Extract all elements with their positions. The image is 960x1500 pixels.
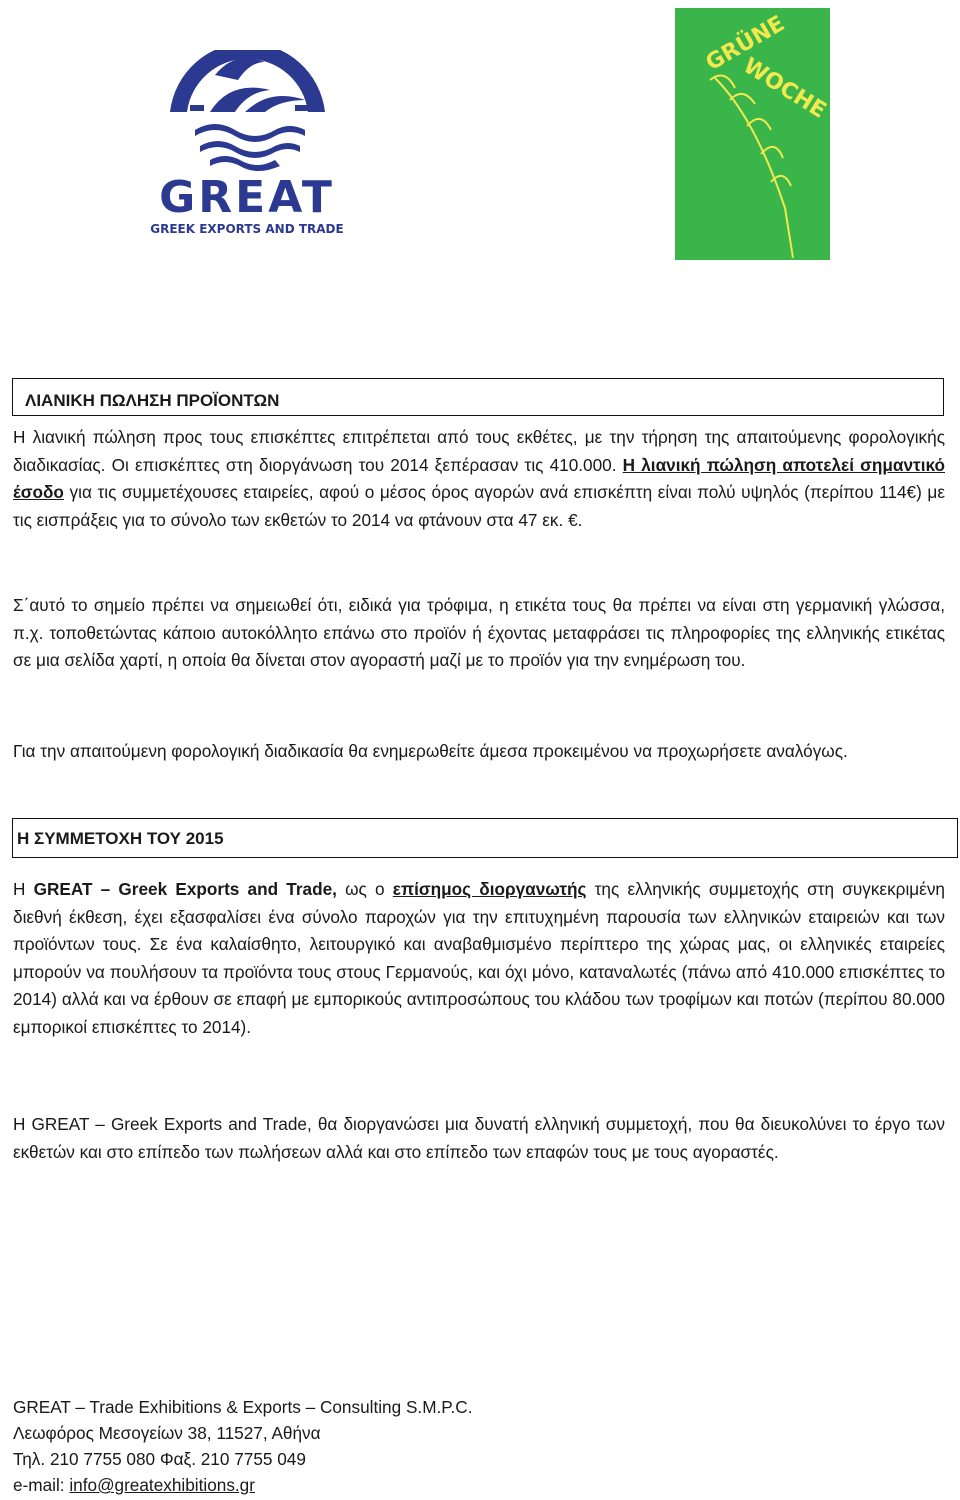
great-wordmark: GREAT [159, 172, 335, 223]
p4-company-name: GREAT – Greek Exports and Trade, [33, 879, 337, 899]
gruene-woche-logo [675, 8, 830, 260]
section-heading-participation [12, 818, 958, 858]
p4-official-organizer: επίσημος διοργανωτής [392, 879, 587, 899]
footer [13, 1394, 473, 1498]
p1-text-b: για τις συμμετέχουσες εταιρείες, αφού ο μέσος όρος αγορών ανά επισκέπτη είναι πολύ υψηλός (περίπου 114€) με τις εισπράξεις για το σύνολο των εκθετών το 2014 να φτάνουν στα 47 εκ. €. [13, 482, 945, 530]
paragraph-participation [13, 876, 945, 1041]
great-logo [140, 50, 355, 240]
footer-email-label: e-mail: [13, 1475, 70, 1495]
paragraph-retail-intro [13, 424, 945, 534]
p4-text-a: Η [13, 879, 34, 899]
p4-text-c: της ελληνικής συμμετοχής στη συγκεκριμένη διεθνή έκθεση, έχει εξασφαλίσει ένα σύνολο παροχών για την επιτυχημένη παρουσία των ελληνικών εταιρειών και των προϊόντων τους. Σε ένα καλαίσθητο, λειτουργικό και αναβαθμισμένο περίπτερο της χώρας μας, οι ελληνικές εταιρείες μπορούν να πουλήσουν τα προϊόντα τους στους Γερμανούς, και όχι μόνο, καταναλωτές (πάνω από 410.000 επισκέπτες το 2014) αλλά και να έρθουν σε επαφή με εμπορικούς αντιπροσώπους του κλάδου των τροφίμων και ποτών (περίπου 80.000 εμπορικοί επισκέπτες το 2014). [13, 879, 945, 1037]
paragraph-organization: Η GREAT – Greek Exports and Trade, θα διοργανώσει μια δυνατή ελληνική συμμετοχή, που θα διευκολύνει το έργο των εκθετών και στο επίπεδο των πωλήσεων αλλά και στο επίπεδο των επαφών τους με τους αγοραστές. [13, 1114, 945, 1162]
great-tagline: GREEK EXPORTS AND TRADE [150, 222, 344, 236]
footer-company: GREAT – Trade Exhibitions & Exports – Consulting S.M.P.C. [13, 1397, 473, 1417]
section-heading-retail [12, 378, 944, 416]
p4-text-b: ως ο [336, 879, 393, 899]
paragraph-tax-procedure: Για την απαιτούμενη φορολογική διαδικασία θα ενημερωθείτε άμεσα προκειμένου να προχωρήσετε αναλόγως. [13, 741, 848, 761]
footer-email-link[interactable]: info@greatexhibitions.gr [69, 1475, 255, 1495]
paragraph-labeling: Σ΄αυτό το σημείο πρέπει να σημειωθεί ότι, ειδικά για τρόφιμα, η ετικέτα τους θα πρέπει να είναι στη γερμανική γλώσσα, π.χ. τοποθετώντας κάποιο αυτοκόλλητο επάνω στο προϊόν ή έχοντας μεταφράσει τις πληροφορίες της ελληνικής ετικέτας σε μια σελίδα χαρτί, η οποία θα δίνεται στον αγοραστή μαζί με το προϊόν για την ενημέρωση του. [13, 595, 945, 670]
footer-phones: Τηλ. 210 7755 080 Φαξ. 210 7755 049 [13, 1449, 306, 1469]
p1-text-a: Η λιανική πώληση προς τους επισκέπτες επιτρέπεται από τους εκθέτες, με την τήρηση της απαιτούμενης φορολογικής διαδικασίας. Οι επισκέπτες στη διοργάνωση του 2014 ξεπέρασαν τις 410.000. [13, 427, 945, 475]
footer-address: Λεωφόρος Μεσογείων 38, 11527, Αθήνα [13, 1423, 321, 1443]
p1-emphasis: Η λιανική πώληση αποτελεί σημαντικό έσοδο [13, 454, 945, 502]
gw-line1: GRÜNE [701, 11, 790, 77]
heading-retail-text: ΛΙΑΝΙΚΗ ΠΩΛΗΣΗ ΠΡΟΪΟΝΤΩΝ [25, 391, 280, 410]
footer-email-line [13, 1472, 473, 1498]
heading-participation-text: Η ΣΥΜΜΕΤΟΧΗ ΤΟΥ 2015 [17, 829, 224, 848]
gw-line2: WOCHE [738, 53, 830, 124]
